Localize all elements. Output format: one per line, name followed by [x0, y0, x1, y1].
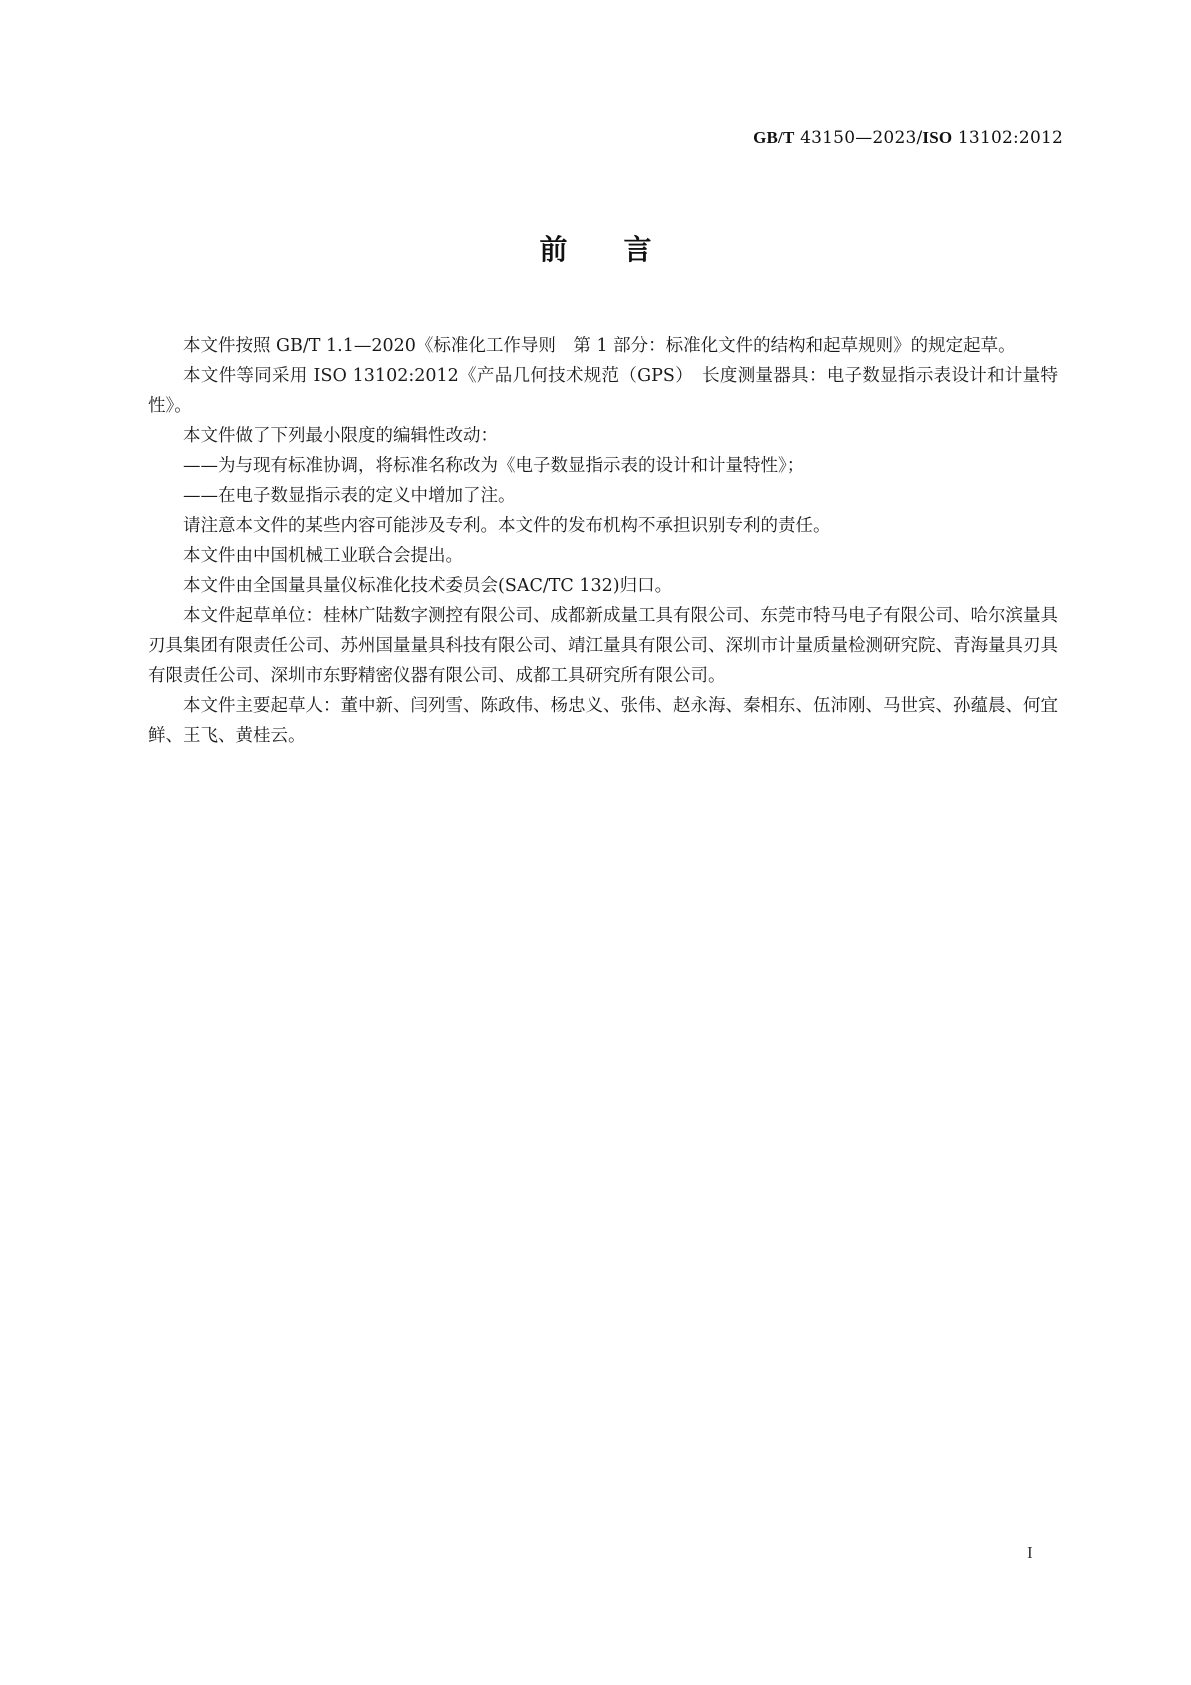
standard-prefix: GB/T: [753, 128, 795, 147]
page-title: [0, 228, 1191, 268]
foreword-body: [148, 331, 1058, 751]
list-item-edit-2: ——在电子数显指示表的定义中增加了注。: [183, 486, 516, 506]
paragraph-committee: 本文件由全国量具量仪标准化技术委员会(SAC/TC 132)归口。: [183, 576, 673, 596]
standard-number-header: [753, 128, 1063, 148]
page-number: I: [1027, 1543, 1033, 1562]
iso-number: 13102:2012: [952, 128, 1063, 148]
paragraph-patent-notice: 请注意本文件的某些内容可能涉及专利。本文件的发布机构不承担识别专利的责任。: [183, 516, 831, 536]
paragraph-edits-intro: 本文件做了下列最小限度的编辑性改动：: [183, 426, 498, 446]
iso-prefix: ISO: [922, 128, 953, 147]
standard-number: 43150—2023/: [794, 128, 923, 148]
paragraph-drafters: 本文件主要起草人：董中新、闫列雪、陈政伟、杨忠义、张伟、赵永海、秦相东、伍沛刚、马世宾、孙蕴晨、何宜鲜、王飞、黄桂云。: [148, 696, 1058, 746]
paragraph-proposer: 本文件由中国机械工业联合会提出。: [183, 546, 463, 566]
paragraph-drafting-units: 本文件起草单位：桂林广陆数字测控有限公司、成都新成量工具有限公司、东莞市特马电子有限公司、哈尔滨量具刃具集团有限责任公司、苏州国量量具科技有限公司、靖江量具有限公司、深圳市计量质量检测研究院、青海量具刃具有限责任公司、深圳市东野精密仪器有限公司、成都工具研究所有限公司。: [148, 606, 1058, 686]
paragraph-drafting-basis: 本文件按照 GB/T 1.1—2020《标准化工作导则 第 1 部分：标准化文件的结构和起草规则》的规定起草。: [183, 336, 1016, 356]
title-char-2: 言: [623, 233, 652, 266]
paragraph-adoption: 本文件等同采用 ISO 13102:2012《产品几何技术规范（GPS） 长度测量器具：电子数显指示表设计和计量特性》。: [148, 366, 1058, 416]
list-item-edit-1: ——为与现有标准协调，将标准名称改为《电子数显指示表的设计和计量特性》；: [183, 456, 805, 476]
title-char-1: 前: [539, 233, 568, 266]
